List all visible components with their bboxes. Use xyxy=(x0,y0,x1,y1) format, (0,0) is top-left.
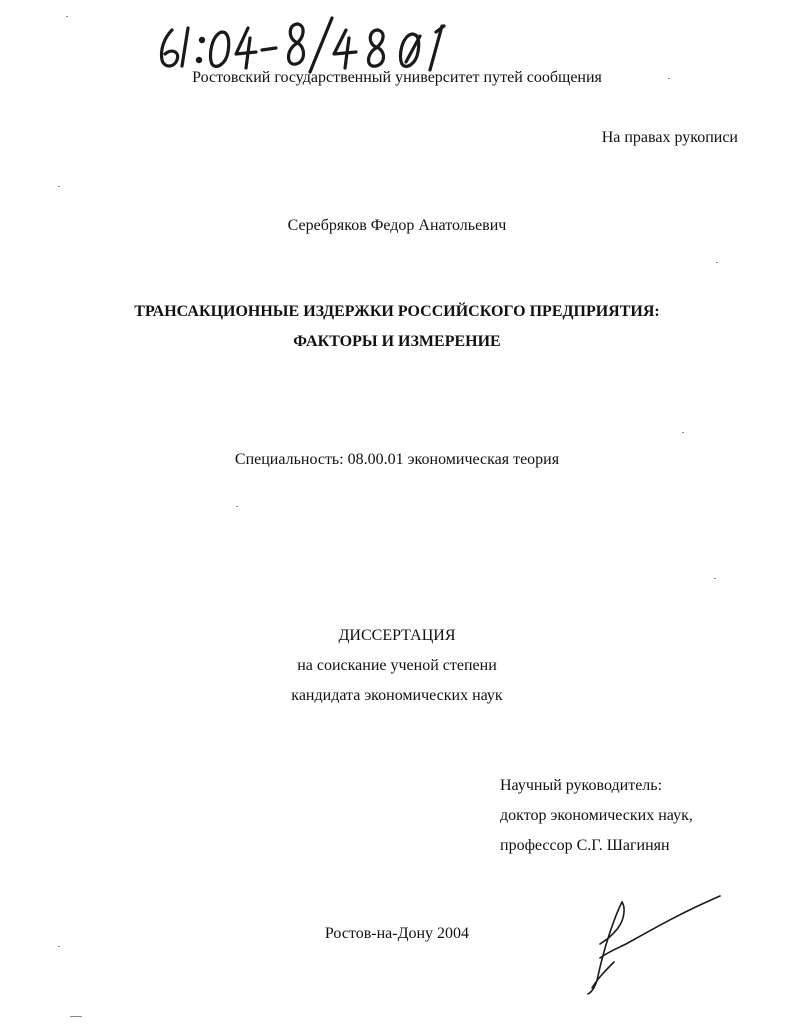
work-type-line-2: кандидата экономических наук xyxy=(291,687,503,704)
specialty: Специальность: 08.00.01 экономическая теория xyxy=(234,451,560,468)
scan-speck xyxy=(70,1016,82,1017)
scan-speck xyxy=(668,78,670,79)
scan-speck xyxy=(58,186,60,187)
scan-speck xyxy=(66,16,68,17)
scan-speck xyxy=(716,262,718,263)
supervisor-name: профессор С.Г. Шагинян xyxy=(500,837,670,854)
supervisor-degree: доктор экономических наук, xyxy=(500,807,693,824)
dissertation-title-line-1: ТРАНСАКЦИОННЫЕ ИЗДЕРЖКИ РОССИЙСКОГО ПРЕДПРИЯТИЯ: xyxy=(134,303,660,320)
signature xyxy=(578,888,728,998)
scan-speck xyxy=(682,432,684,433)
scan-speck xyxy=(714,578,716,579)
place-and-year: Ростов-на-Дону 2004 xyxy=(324,925,470,942)
work-type-heading: ДИССЕРТАЦИЯ xyxy=(338,627,456,644)
scan-speck xyxy=(58,946,60,947)
author-name: Серебряков Федор Анатольевич xyxy=(287,217,507,234)
work-type-line-1: на соискание ученой степени xyxy=(297,657,497,674)
university-name: Ростовский государственный университет путей сообщения xyxy=(192,69,602,86)
supervisor-label: Научный руководитель: xyxy=(500,777,663,794)
scan-speck xyxy=(236,506,238,507)
dissertation-title-line-2: ФАКТОРЫ И ИЗМЕРЕНИЕ xyxy=(293,333,501,350)
rights-notice: На правах рукописи xyxy=(601,129,738,146)
